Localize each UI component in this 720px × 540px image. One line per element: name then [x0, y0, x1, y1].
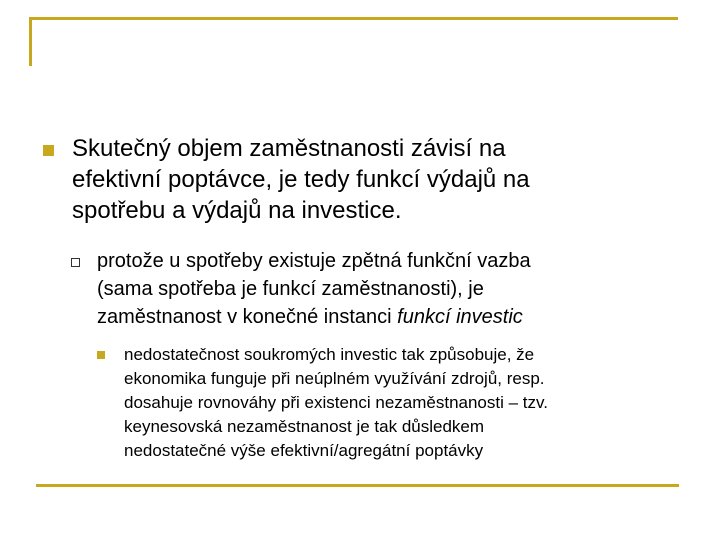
- text-line: nedostatečné výše efektivní/agregátní poptávky: [124, 441, 484, 460]
- text-line: keynesovská nezaměstnanost je tak důsledkem: [124, 417, 485, 436]
- text-segment: zaměstnanost v konečné instanci: [97, 306, 398, 328]
- hollow-square-bullet-icon: [71, 258, 80, 267]
- frame-top-rule: [29, 17, 678, 20]
- text-line: spotřebu a výdajů na investice.: [72, 197, 402, 224]
- sub-bullet-text: [97, 247, 697, 331]
- text-line: [97, 303, 697, 331]
- text-line: protože u spotřeby existuje zpětná funkční vazba: [97, 250, 531, 272]
- text-line: ekonomika funguje při neúplném využívání zdrojů, resp.: [124, 369, 545, 388]
- frame-left-rule: [29, 17, 32, 66]
- text-line: dosahuje rovnováhy při existenci nezaměstnanosti – tzv.: [124, 393, 548, 412]
- text-line: (sama spotřeba je funkcí zaměstnanosti), je: [97, 278, 484, 300]
- text-line: nedostatečnost soukromých investic tak způsobuje, že: [124, 345, 535, 364]
- frame-bottom-rule: [36, 484, 679, 487]
- text-line: Skutečný objem zaměstnanosti závisí na: [72, 135, 506, 162]
- square-bullet-icon: [97, 351, 105, 359]
- main-bullet-text: [72, 133, 692, 226]
- text-line: efektivní poptávce, je tedy funkcí výdajů na: [72, 166, 530, 193]
- square-bullet-icon: [43, 145, 54, 156]
- italic-text-segment: funkcí investic: [397, 306, 523, 328]
- sub-sub-bullet-text: [124, 343, 694, 463]
